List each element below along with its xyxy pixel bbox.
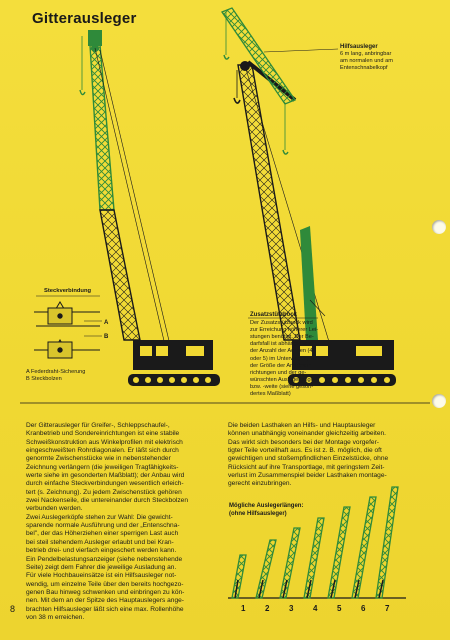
plug-connection-detail xyxy=(34,296,102,358)
support-frame-line: dertes Maßblatt) xyxy=(250,391,291,398)
text-line: genen Bau hinweg schwenken und einbringen zu kön- xyxy=(26,588,185,596)
binder-hole xyxy=(432,220,446,234)
text-line: verbunden werden. xyxy=(26,505,83,513)
text-line: eingeschweißten Rohrdiagonalen. Er läßt sich durch xyxy=(26,447,179,455)
body-text-left xyxy=(26,422,213,622)
text-line: von 38 m erreichen. xyxy=(26,613,85,621)
text-line: Der Gitterausleger für Greifer-, Schleppschaufel-, xyxy=(26,422,170,429)
auxiliary-boom-heading: Hilfsausleger xyxy=(340,44,378,50)
text-line: genormte Zwischenstücke wie in nebenstehender xyxy=(26,455,171,463)
text-line: Für viele Hochbaueinsätze ist ein Hilfsausleger not- xyxy=(26,572,177,580)
text-line: nen. Mit dem an der Spitze des Hauptauslegers ange- xyxy=(26,597,184,605)
boom-number: 5 xyxy=(337,604,342,613)
boom-number: 1 xyxy=(241,604,246,613)
support-frame-line: der Größe der Arbeitsein- xyxy=(250,362,314,369)
text-line: tigter Teile vorteilhaft aus. Es ist z. B. möglich, die oft xyxy=(228,447,382,455)
text-line: Das wirkt sich besonders bei der Montage vorgefer- xyxy=(228,438,379,446)
boom-number: 4 xyxy=(313,604,318,613)
label-b: B xyxy=(104,334,109,340)
heading-line: (ohne Hilfsausleger) xyxy=(229,510,287,517)
right-auxiliary-boom xyxy=(222,8,338,154)
support-frame-line: richtungen und der ge- xyxy=(250,369,307,376)
text-line: bei steil stehendem Ausleger erlaubt und bei Kran- xyxy=(26,538,174,546)
text-line: gewichtigen und stoßempfindlichen Einzelstücke, ohne xyxy=(228,455,389,463)
support-frame-line: wünschten Auslegerlänge xyxy=(250,376,314,383)
text-line: sparende normale Ausführung und der „Entenschna- xyxy=(26,522,180,530)
text-line: bel", der das Höherziehen einer sperrigen Last auch xyxy=(26,530,179,538)
text-line: können unabhängig voneinander gleichzeitig arbeiten. xyxy=(228,430,387,438)
text-line: Rücksicht auf ihre Transportlage, mit geringstem Zeit- xyxy=(228,463,385,471)
plug-connection-heading: Steckverbindung xyxy=(44,288,92,294)
text-line: durch einfache Steckverbindungen wesentlich erleich- xyxy=(26,480,184,488)
support-frame-line: oder 5) im Unterwagen, von xyxy=(250,355,320,362)
boom-number: 3 xyxy=(289,604,294,613)
text-line: wendig, um einzelne Teile über den bereits hochgezo- xyxy=(26,580,184,588)
plug-connection-legend xyxy=(26,369,85,383)
boom-number: 7 xyxy=(385,604,390,613)
text-line: zwei Nackenseile, die untereinander durch Steckbolzen xyxy=(26,497,189,505)
text-line: Kranbetrieb und Sondereinrichtungen ist eine stabile xyxy=(26,430,180,438)
text-line: verlust im Zusammenspiel beider Lasthaken montage- xyxy=(228,472,387,480)
support-frame-line: darfsfall ist abhängig von xyxy=(250,341,312,348)
auxiliary-boom-line: Entenschnabelkopf xyxy=(340,65,388,71)
text-line: gerecht einzubringen. xyxy=(228,480,292,488)
support-frame-line: bzw. -weite (siehe geson- xyxy=(250,383,314,390)
legend-item-b: B Steckbolzen xyxy=(26,376,62,382)
heading-line: Mögliche Auslegerlängen: xyxy=(229,503,304,509)
possible-lengths-heading xyxy=(229,503,303,518)
support-frame-heading: Zusatzstützbock xyxy=(250,312,298,318)
auxiliary-boom-line: am normalen und am xyxy=(340,58,393,64)
text-line: werte siehe im gesonderten Maßblatt); der Anbau wird xyxy=(26,472,185,480)
left-crane-body xyxy=(128,340,220,386)
left-hook-icon xyxy=(80,90,85,95)
support-frame-line: stungen benötigt. Der Be- xyxy=(250,334,314,341)
text-line: Die beiden Lasthaken an Hilfs- und Hauptausleger xyxy=(228,422,376,429)
text-line: Ein Pendelbelastungsanzeiger (siehe nebenstehende xyxy=(26,555,183,563)
boom-number: 6 xyxy=(361,604,366,613)
text-line: Seite) zeigt dem Fahrer die jeweilige Ausladung an. xyxy=(26,563,177,571)
support-frame-caption xyxy=(250,312,332,398)
auxiliary-boom-line: 6 m lang, anbringbar xyxy=(340,51,392,57)
right-hook-icon xyxy=(234,98,240,103)
text-line: Zeichnung verlängern (die jeweiligen Tragfähigkeits- xyxy=(26,463,179,471)
support-frame-line: zur Erreichung höherer Lei- xyxy=(250,327,319,334)
boom-number: 2 xyxy=(265,604,270,613)
page-title: Gitterausleger xyxy=(32,10,137,27)
text-line: tert (s. Zeichnung). Zu jedem Zwischenstück gehören xyxy=(26,488,182,496)
support-frame-line: der Anzahl der Achsen (4 xyxy=(250,348,313,355)
page-number: 8 xyxy=(10,604,16,614)
auxiliary-boom-caption xyxy=(340,44,393,72)
text-line: betrieb drei- und vierfach eingeschert werden kann. xyxy=(26,547,177,555)
text-line: Schweißkonstruktion aus Winkelprofilen mit elektrisch xyxy=(26,438,183,446)
text-line: brachten Hilfsausleger läßt sich eine max. Rollenhöhe xyxy=(26,605,184,613)
binder-hole xyxy=(432,394,446,408)
label-a: A xyxy=(104,320,109,326)
left-boom-extension xyxy=(88,30,114,210)
legend-item-a: A Federdraht-Sicherung xyxy=(26,369,86,375)
body-text-right xyxy=(228,422,418,489)
support-frame-line: Der Zusatzstützbock wird xyxy=(250,320,313,327)
text-line: Zwei Auslegerköpfe stehen zur Wahl: Die gewicht- xyxy=(26,513,173,521)
